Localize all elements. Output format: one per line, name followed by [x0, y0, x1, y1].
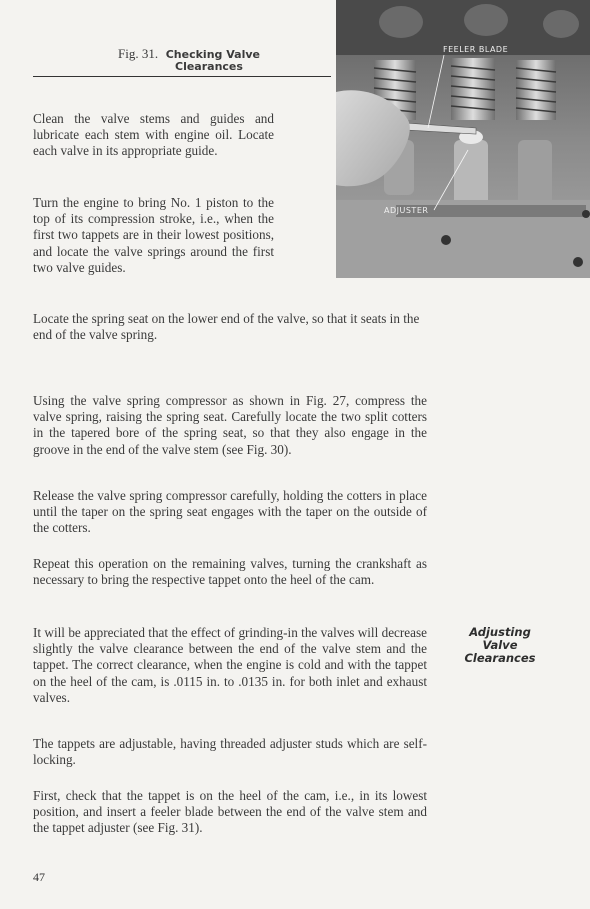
- page-number: 47: [33, 870, 45, 884]
- caption-rule: [33, 76, 331, 77]
- figure-title-line1: Checking Valve: [165, 48, 260, 61]
- figure-photo: [336, 0, 590, 278]
- paragraph-feeler: First, check that the tappet is on the heel of the cam, i.e., in its lowest position, and insert a feeler blade between the end of the valve stem and the tappet adjuster (see Fig. 31).: [33, 788, 427, 836]
- paragraph-clean-stems: Clean the valve stems and guides and lubricate each stem with engine oil. Locate each valve in its appropriate guide.: [33, 111, 274, 159]
- paragraph-compressor: Using the valve spring compressor as shown in Fig. 27, compress the valve spring, raising the spring seat. Carefully locate the two split cotters in the tapered bore of the spring seat, so that they also engage in the groove in the end of the valve stem (see Fig. 30).: [33, 393, 427, 457]
- valve-springs: [374, 58, 556, 120]
- paragraph-spring-seat: Locate the spring seat on the lower end of the valve, so that it seats in the end of the valve spring.: [33, 311, 420, 343]
- feeler-blade-label: FEELER BLADE: [443, 45, 509, 54]
- side-heading-line2: Valve: [482, 638, 518, 652]
- paragraph-clearance: It will be appreciated that the effect of grinding-in the valves will decrease slightly the valve clearance between the end of the valve stem and the tappet. The correct clearance, when the engine is cold and with the tappet on the heel of the cam, is .0115 in. to .0135 in. for both inlet and exhaust valves.: [33, 625, 427, 705]
- paragraph-turn-engine: Turn the engine to bring No. 1 piston to the top of its compression stroke, i.e., when the first two tappets are in their lowest positions, and locate the valve springs around the first two valve guides.: [33, 195, 274, 275]
- paragraph-repeat: Repeat this operation on the remaining valves, turning the crankshaft as necessary to bring the respective tappet onto the heel of the cam.: [33, 556, 427, 588]
- side-heading-line1: Adjusting: [469, 625, 531, 639]
- figure-title-line2: Clearances: [175, 60, 243, 73]
- side-heading: [448, 626, 552, 665]
- engine-valve-photo: [336, 0, 590, 278]
- figure-number: Fig. 31.: [118, 46, 159, 61]
- paragraph-tappets: The tappets are adjustable, having threaded adjuster studs which are self-locking.: [33, 736, 427, 768]
- paragraph-release: Release the valve spring compressor carefully, holding the cotters in place until the taper on the spring seat engages with the taper on the outside of the cotters.: [33, 488, 427, 536]
- adjuster-label: ADJUSTER: [384, 206, 429, 215]
- side-heading-line3: Clearances: [464, 651, 536, 665]
- figure-caption: [118, 46, 328, 73]
